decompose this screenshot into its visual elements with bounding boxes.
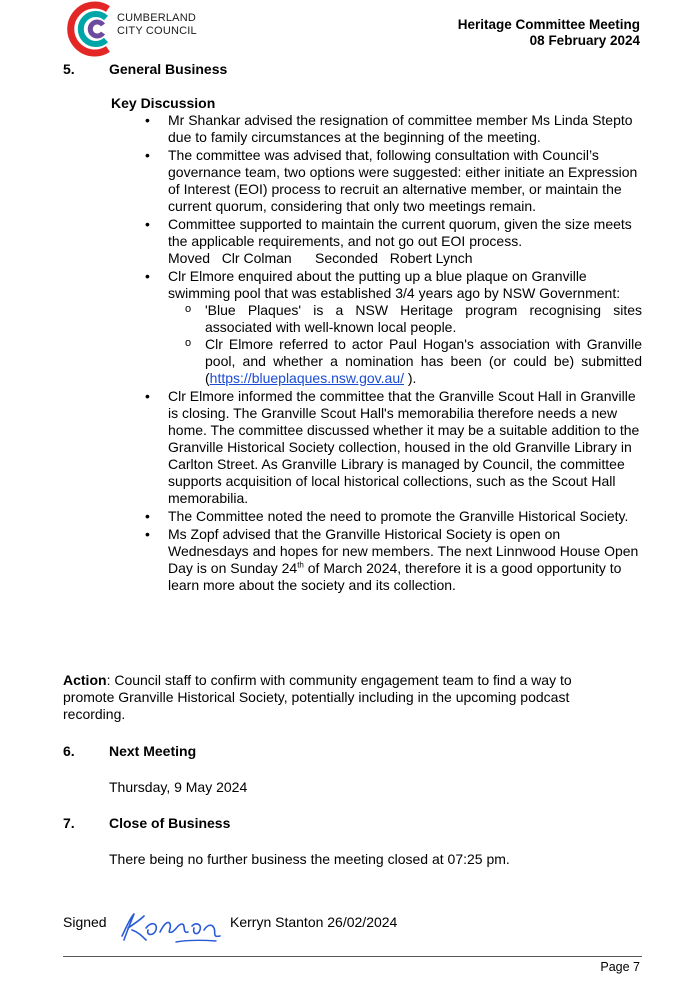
list-item: • Clr Elmore enquired about the putting up a blue plaque on Granville swimming pool that was established 3/4 years ago by NSW Government: o 'Blue Plaques' is a NSW Heritage program recognising sites associated with well-known local people. o Clr Elmore referred to actor Paul Hogan's association with Granville pool, and whether a nomination has been (or could be) submitted (https://blueplaques.nsw.gov.au/ ). [168, 268, 642, 387]
list-item: • The committee was advised that, following consultation with Council’s governance team, two options were suggested: either initiate an Expression of Interest (EOI) process to recruit an alternative member, or maintain the current quorum, considering that only two meetings remain. [168, 147, 642, 215]
section-7-number: 7. [63, 815, 75, 831]
discussion-list [168, 112, 642, 595]
section-5-number: 5. [63, 61, 75, 77]
page-number: Page 7 [600, 960, 640, 974]
action-label: Action [63, 672, 107, 688]
signatory-name-date: Kerryn Stanton 26/02/2024 [230, 914, 398, 930]
org-name: CUMBERLAND CITY COUNCIL [117, 12, 197, 37]
section-7-title: Close of Business [109, 815, 231, 831]
signed-label: Signed [63, 914, 107, 930]
list-item: • Clr Elmore informed the committee that the Granville Scout Hall in Granville is closing. The Granville Scout Hall's memorabilia therefore needs a new home. The committee discussed whether it may be a suitable addition to the Granville Historical Society collection, housed in the old Granville Library in Carlton Street. As Granville Library is managed by Council, the committee supports acquisition of local historical collections, such as the Scout Hall memorabilia. [168, 388, 642, 507]
signature-icon [116, 906, 228, 946]
section-5-title: General Business [109, 61, 228, 77]
blue-plaques-link[interactable]: https://blueplaques.nsw.gov.au/ [209, 370, 404, 386]
section-6-title: Next Meeting [109, 743, 197, 759]
sub-list [205, 302, 642, 387]
sub-list-item: o Clr Elmore referred to actor Paul Hogan's association with Granville pool, and whether a nomination has been (or could be) submitted (https://blueplaques.nsw.gov.au/ ). [205, 336, 642, 387]
key-discussion-heading: Key Discussion [111, 95, 216, 111]
close-of-business-text: There being no further business the meeting closed at 07:25 pm. [109, 851, 510, 867]
sub-list-item: o 'Blue Plaques' is a NSW Heritage program recognising sites associated with well-known local people. [205, 302, 642, 336]
moved-seconded: Moved Clr Colman Seconded Robert Lynch [168, 250, 473, 266]
meeting-date: 08 February 2024 [529, 33, 640, 48]
meeting-title: Heritage Committee Meeting [457, 17, 640, 32]
next-meeting-date: Thursday, 9 May 2024 [109, 779, 248, 795]
list-item: • Committee supported to maintain the current quorum, given the size meets the applicable requirements, and not go out EOI process. Moved Clr Colman Seconded Robert Lynch [168, 216, 642, 267]
footer-divider [63, 956, 642, 957]
list-item: • Mr Shankar advised the resignation of committee member Ms Linda Stepto due to family circumstances at the beginning of the meeting. [168, 112, 642, 146]
cumberland-logo-icon [64, 1, 124, 57]
action-paragraph: Action: Council staff to confirm with community engagement team to find a way to promote Granville Historical Society, potentially including in the upcoming podcast recording. [63, 672, 572, 722]
list-item: • Ms Zopf advised that the Granville Historical Society is open on Wednesdays and hopes for new members. The next Linnwood House Open Day is on Sunday 24th of March 2024, therefore it is a good opportunity to learn more about the society and its collection. [168, 526, 642, 594]
list-item: • The Committee noted the need to promote the Granville Historical Society. [168, 508, 642, 525]
meeting-info [458, 17, 640, 49]
section-6-number: 6. [63, 743, 75, 759]
